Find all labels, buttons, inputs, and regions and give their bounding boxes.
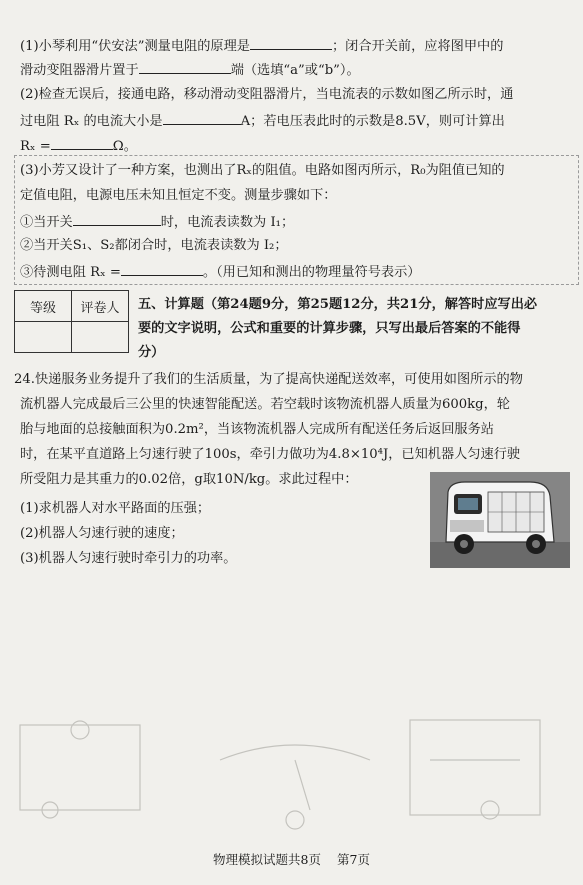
q24-line3: 胎与地面的总接触面积为0.2m²，当该物流机器人完成所有配送任务后返回服务站	[20, 422, 494, 437]
section5-line1: 五、计算题（第24题9分，第25题12分，共21分，解答时应写出必	[138, 297, 538, 312]
q23-step3: ③待测电阻 Rₓ = 。（用已知和测出的物理量符号表示）	[20, 262, 583, 282]
page-footer	[0, 850, 583, 868]
footer-page-number: 第7页	[337, 852, 370, 867]
q24-sub3: (3)机器人匀速行驶时牵引力的功率。	[20, 551, 237, 566]
q23-part2-line1: (2)检查无误后，接通电路，移动滑动变阻器滑片，当电流表的示数如图乙所示时，通	[20, 87, 514, 102]
grade-header: 等级	[15, 291, 72, 322]
grade-cell[interactable]	[15, 322, 72, 353]
grade-table	[14, 290, 129, 353]
q23-part3-line2: 定值电阻，电源电压未知且恒定不变。测量步骤如下：	[20, 188, 337, 203]
section5-line2: 要的文字说明，公式和重要的计算步骤，只写出最后答案的不能得	[138, 321, 521, 336]
grader-cell[interactable]	[72, 322, 129, 353]
q23-part3-line1: (3)小芳又设计了一种方案，也测出了Rₓ的阻值。电路如图丙所示，R₀为阻值已知的	[20, 163, 505, 178]
q24-line4: 时，在某平直道路上匀速行驶了100s，牵引力做功为4.8×10⁴J，已知机器人匀速行驶	[20, 447, 521, 462]
q24-sub2: (2)机器人匀速行驶的速度；	[20, 526, 184, 541]
bleed-through-figures	[10, 700, 575, 840]
delivery-robot-photo	[430, 472, 570, 568]
q23-part2-line2: 过电阻 Rₓ 的电流大小是 A；若电压表此时的示数是8.5V，则可计算出	[20, 111, 583, 131]
delivery-robot-image	[430, 472, 570, 568]
q24-line2: 流机器人完成最后三公里的快速智能配送。若空载时该物流机器人质量为600kg，轮	[20, 397, 510, 412]
q23-part2-line3: Rₓ = Ω。	[20, 136, 583, 156]
q23-step2: ②当开关S₁、S₂都闭合时，电流表读数为 I₂；	[20, 238, 288, 253]
grader-header: 评卷人	[72, 291, 129, 322]
q24-line1: 24.快递服务业务提升了我们的生活质量，为了提高快递配送效率，可使用如图所示的物	[14, 372, 523, 387]
q23-part1-line2: 滑动变阻器滑片置于 端（选填“a”或“b”）。	[20, 60, 583, 80]
footer-total-pages: 物理模拟试题共8页	[213, 852, 322, 867]
section5-line3: 分）	[138, 345, 165, 360]
q23-part1-line1: (1)小琴利用“伏安法”测量电阻的原理是 ；闭合开关前，应将图甲中的	[20, 36, 583, 56]
q23-step1: ①当开关 时，电流表读数为 I₁；	[20, 212, 583, 232]
q24-line5: 所受阻力是其重力的0.02倍，g取10N/kg。求此过程中：	[20, 472, 358, 487]
q24-sub1: (1)求机器人对水平路面的压强；	[20, 501, 211, 516]
